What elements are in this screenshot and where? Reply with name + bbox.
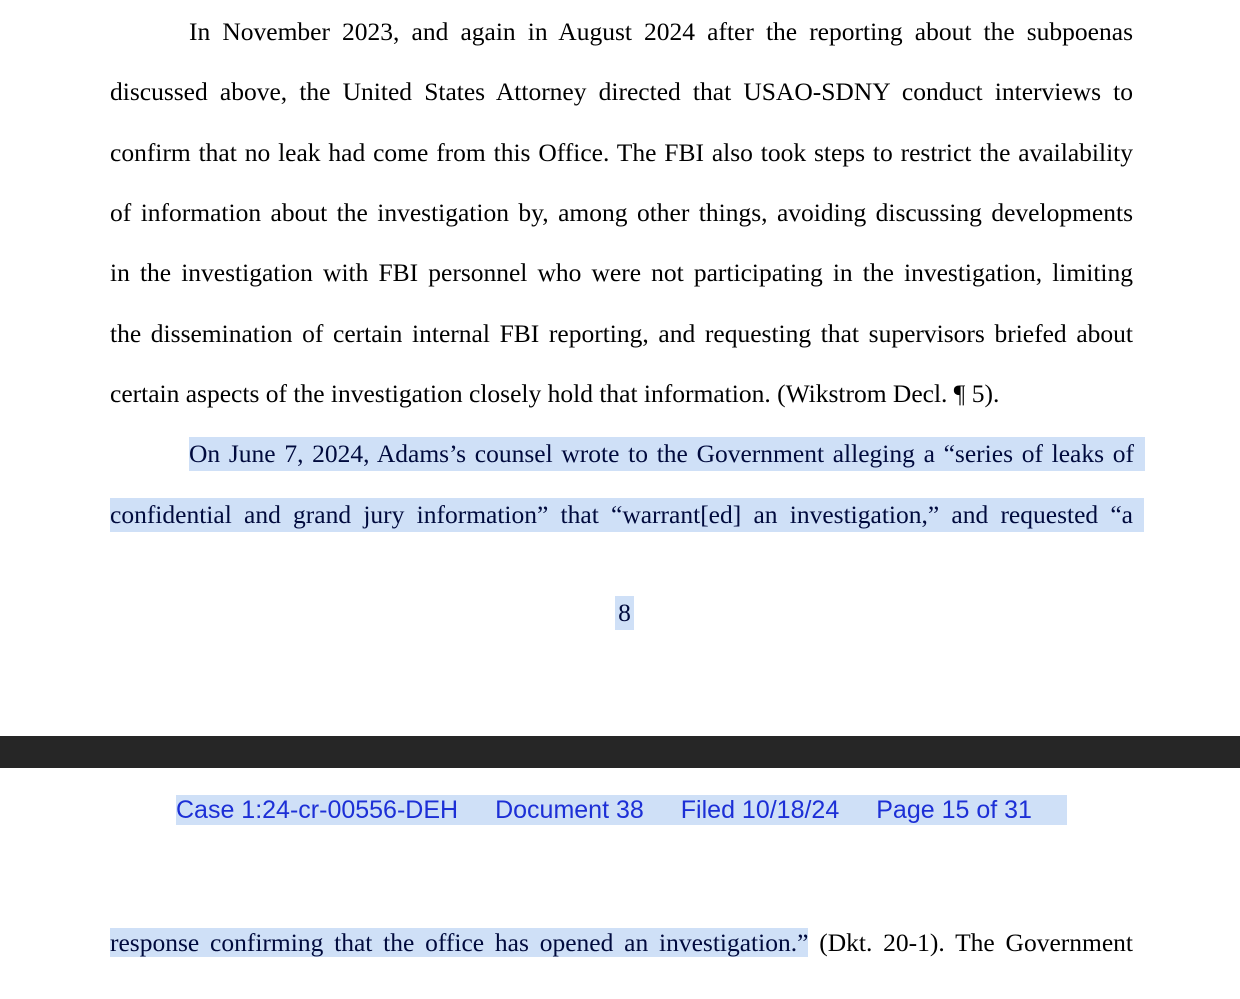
plain-text: (Dkt. 20-1). The Government: [808, 928, 1134, 957]
paragraph-2-line[interactable]: confidential and grand jury information” that “warrant[ed] an investigation,” and requested “a: [110, 498, 1144, 532]
paragraph-1-line: discussed above, the United States Attorney directed that USAO-SDNY conduct interviews to: [110, 77, 1133, 106]
document-number: Document 38: [495, 796, 644, 824]
page-separator: [0, 736, 1240, 768]
paragraph-1-line: certain aspects of the investigation closely hold that information. (Wikstrom Decl. ¶ 5).: [110, 379, 1000, 408]
page-number[interactable]: 8: [615, 596, 634, 630]
paragraph-1-line: confirm that no leak had come from this Office. The FBI also took steps to restrict the availability: [110, 138, 1133, 167]
paragraph-1-line: of information about the investigation by, among other things, avoiding discussing developments: [110, 198, 1133, 227]
paragraph-3-line: [110, 926, 1133, 960]
paragraph-1-line: the dissemination of certain internal FBI reporting, and requesting that supervisors briefed about: [110, 319, 1133, 348]
paragraph-2-line[interactable]: On June 7, 2024, Adams’s counsel wrote to the Government alleging a “series of leaks of: [189, 437, 1145, 471]
document-header[interactable]: [176, 795, 1067, 825]
paragraph-1-line: In November 2023, and again in August 2024 after the reporting about the subpoenas: [189, 17, 1133, 46]
filed-date: Filed 10/18/24: [680, 796, 840, 824]
highlighted-text[interactable]: response confirming that the office has opened an investigation.”: [110, 928, 809, 957]
case-number: Case 1:24-cr-00556-DEH: [176, 796, 459, 824]
paragraph-1-line: in the investigation with FBI personnel who were not participating in the investigation, limiting: [110, 258, 1133, 287]
page-count: Page 15 of 31: [876, 796, 1032, 824]
